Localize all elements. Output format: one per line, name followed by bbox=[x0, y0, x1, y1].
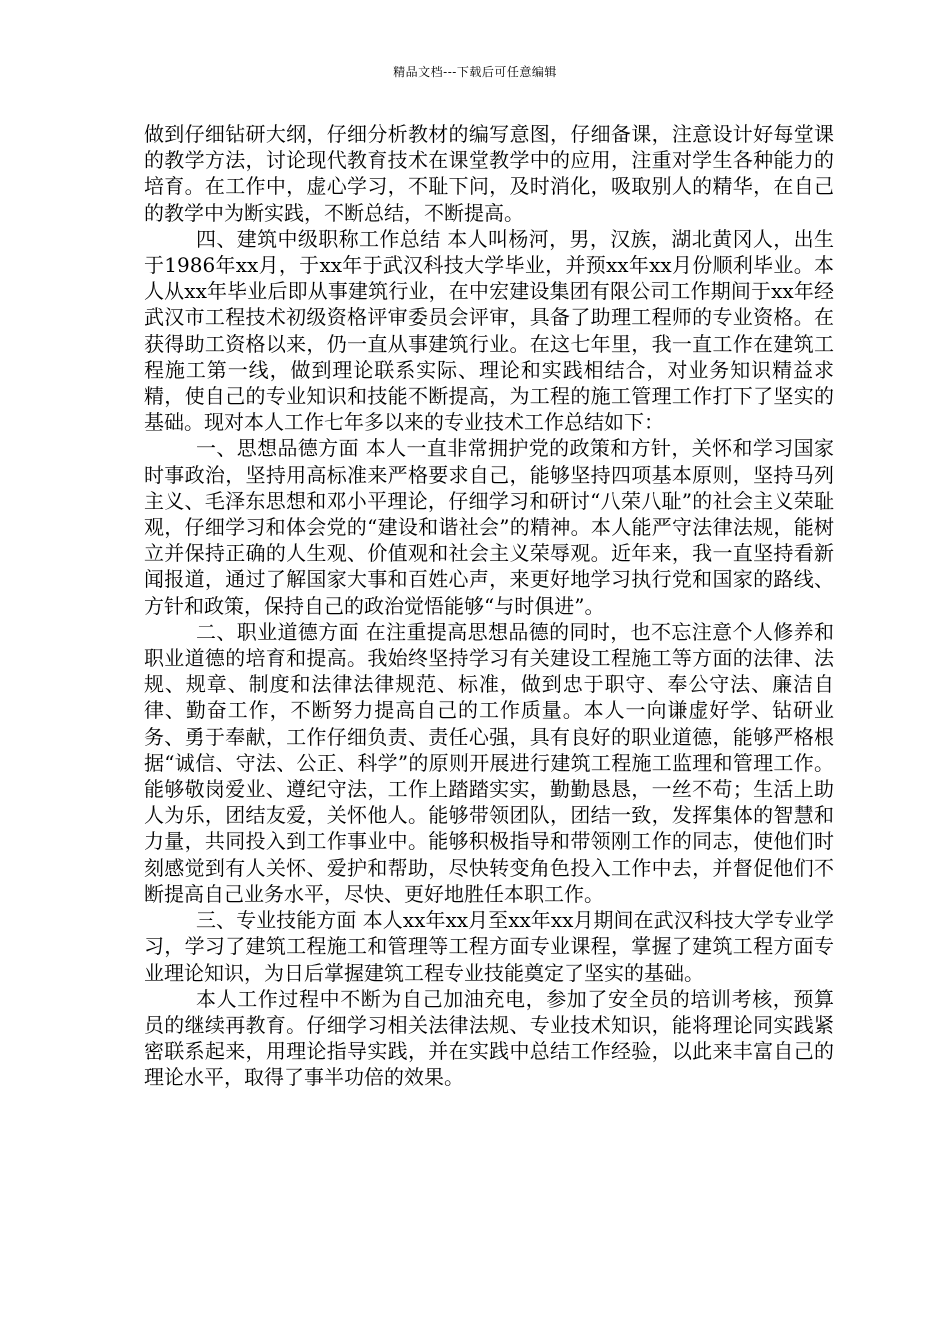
paragraph-section-four-summary: 四、建筑中级职称工作总结 本人叫杨河，男，汉族，湖北黄冈人，出生于1986年xx月，于xx年于武汉科技大学毕业，并预xx年xx月份顺利毕业。本人从xx年毕业后即从事建筑行业，在中宏建设集团有限公司工作期间于xx年经武汉市工程技术初级资格评审委员会评审，具备了助理工程师的专业资格。在获得助工资格以来，仍一直从事建筑行业。在这七年里，我一直工作在建筑工程施工第一线，做到理论联系实际、理论和实践相结合，对业务知识精益求精，使自己的专业知识和技能不断提高，为工程的施工管理工作打下了坚实的基础。现对本人工作七年多以来的专业技术工作总结如下： bbox=[144, 226, 834, 435]
document-body bbox=[144, 121, 834, 1091]
paragraph-professional-skills: 三、专业技能方面 本人xx年xx月至xx年xx月期间在武汉科技大学专业学习，学习了建筑工程施工和管理等工程方面专业课程，掌握了建筑工程方面专业理论知识，为日后掌握建筑工程专业技能奠定了坚实的基础。 bbox=[144, 908, 834, 985]
paragraph-professional-ethics: 二、职业道德方面 在注重提高思想品德的同时，也不忘注意个人修养和职业道德的培育和提高。我始终坚持学习有关建设工程施工等方面的法律、法规、规章、制度和法律法律规范、标准，做到忠于职守、奉公守法、廉洁自律、勤奋工作，不断努力提高自己的工作质量。本人一向谦虚好学、钻研业务、勇于奉献，工作仔细负责、责任心强，具有良好的职业道德，能够严格根据“诚信、守法、公正、科学”的原则开展进行建筑工程施工监理和管理工作。能够敬岗爱业、遵纪守法，工作上踏踏实实，勤勤恳恳，一丝不苟；生活上助人为乐，团结友爱，关怀他人。能够带领团队，团结一致，发挥集体的智慧和力量，共同投入到工作事业中。能够积极指导和带领刚工作的同志，使他们时刻感觉到有人关怀、爱护和帮助，尽快转变角色投入工作中去，并督促他们不断提高自己业务水平，尽快、更好地胜任本职工作。 bbox=[144, 619, 834, 906]
paragraph-continuing-education: 本人工作过程中不断为自己加油充电，参加了安全员的培训考核，预算员的继续再教育。仔细学习相关法律法规、专业技术知识，能将理论同实践紧密联系起来，用理论指导实践，并在实践中总结工作经验，以此来丰富自己的理论水平，取得了事半功倍的效果。 bbox=[144, 986, 834, 1090]
paragraph-teaching-continuation: 做到仔细钻研大纲，仔细分析教材的编写意图，仔细备课，注意设计好每堂课的教学方法，讨论现代教育技术在课堂教学中的应用，注重对学生各种能力的培育。在工作中，虚心学习，不耻下问，及时消化，吸取别人的精华，在自己的教学中为断实践，不断总结，不断提高。 bbox=[144, 122, 834, 225]
paragraph-ideology-morality: 一、思想品德方面 本人一直非常拥护党的政策和方针，关怀和学习国家时事政治，坚持用高标准来严格要求自己，能够坚持四项基本原则，坚持马列主义、毛泽东思想和邓小平理论，仔细学习和研讨“八荣八耻”的社会主义荣耻观，仔细学习和体会党的“建设和谐社会”的精神。本人能严守法律法规，能树立并保持正确的人生观、价值观和社会主义荣辱观。近年来，我一直坚持看新闻报道，通过了解国家大事和百姓心声，来更好地学习执行党和国家的路线、方针和政策，保持自己的政治觉悟能够“与时俱进”。 bbox=[144, 436, 834, 618]
page-header: 精品文档---下载后可任意编辑 bbox=[393, 65, 557, 79]
